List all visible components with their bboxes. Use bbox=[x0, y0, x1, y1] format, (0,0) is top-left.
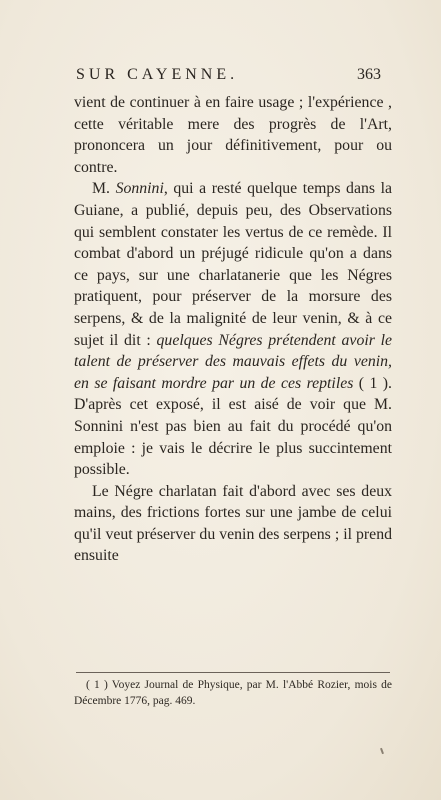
main-text bbox=[74, 92, 392, 567]
paragraph-3: Le Négre charlatan fait d'abord avec ses deux mains, des frictions fortes sur une jambe de celui qu'il veut préserver du venin des serpens ; il prend ensuite bbox=[74, 482, 392, 565]
footnote bbox=[74, 677, 392, 709]
running-title: SUR CAYENNE. bbox=[76, 66, 239, 83]
paragraph-2 bbox=[74, 178, 392, 480]
footnote-text: ( 1 ) Voyez Journal de Physique, par M. l'Abbé Rozier, mois de Décembre 1776, pag. 469. bbox=[74, 679, 392, 707]
paragraph-2-start: M. bbox=[92, 180, 116, 198]
author-name: Sonnini bbox=[115, 180, 164, 198]
footnote-rule bbox=[76, 672, 390, 673]
paragraph-2-end: ( 1 ). D'après cet exposé, il est aisé de voir que M. Sonnini n'est pas bien au fait du procédé qu'on emploie : je vais le décrire le plus succintement possible. bbox=[74, 374, 392, 479]
paper-mark bbox=[380, 748, 384, 754]
paragraph-1: vient de continuer à en faire usage ; l'expérience , cette véritable mere des progrès de l'Art, prononcera un jour définitivement, pour ou contre. bbox=[74, 94, 392, 176]
page-number: 363 bbox=[357, 66, 381, 83]
paragraph-2-mid: , qui a resté quelque temps dans la Guiane, a publié, depuis peu, des Observations qui semblent constater les vertus de ce remède. Il combat d'abord un préjugé ridicule qu'on a dans ce pays, sur une charlatanerie que les Négres pratiquent, pour préserver de la morsure des serpens, & de la malignité de leur venin, & à ce sujet il dit : bbox=[74, 180, 392, 349]
quotation: quelques Négres prétendent avoir le talent de préserver des mauvais effets du venin, en se faisant mordre par un de ces reptiles bbox=[74, 331, 392, 392]
